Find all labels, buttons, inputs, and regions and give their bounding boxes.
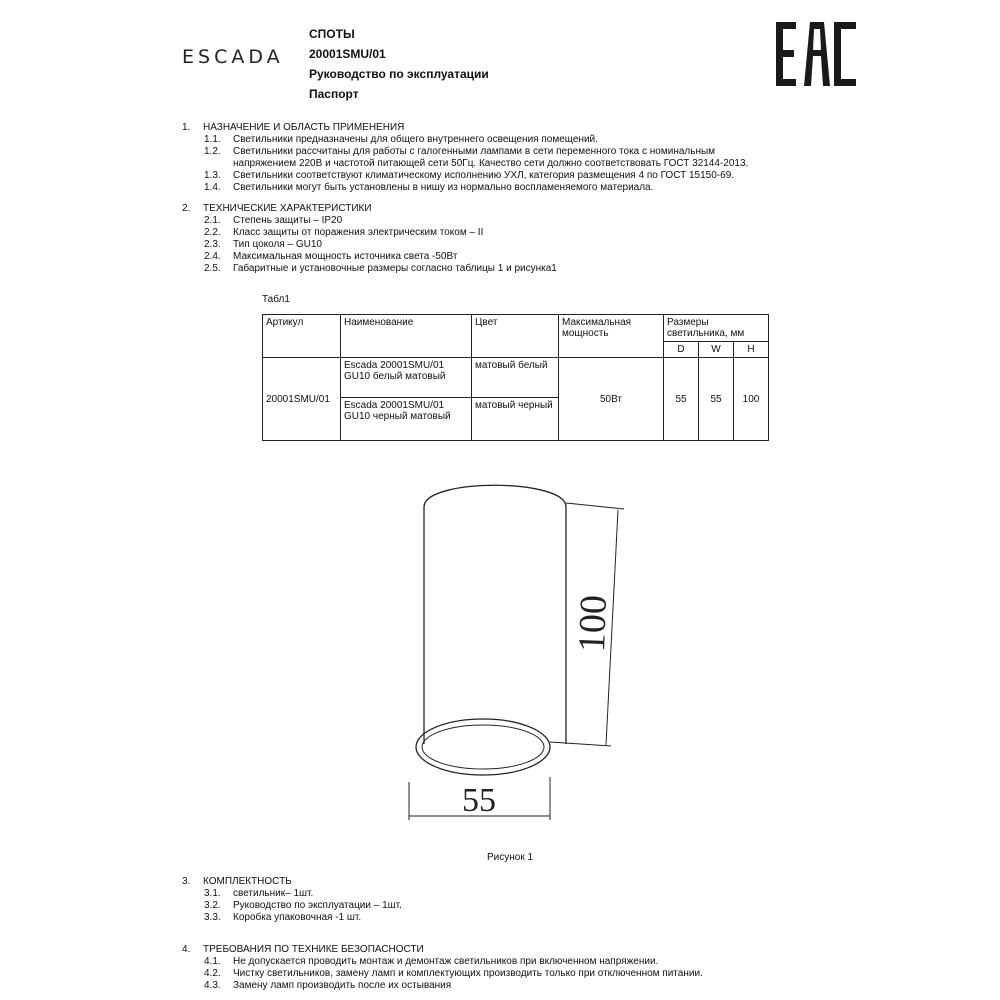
item-number: 4.1. (204, 956, 221, 967)
item-number: 3.1. (204, 888, 221, 899)
item-text: Не допускается проводить монтаж и демонтаж светильников при включенном напряжении. (233, 956, 659, 967)
color-cell: матовый белый (472, 358, 559, 398)
item-text: Светильники рассчитаны для работы с галогенными лампами в сети переменного тока с номинальным (233, 146, 716, 157)
header-line: 20001SMU/01 (309, 47, 386, 61)
header-w: W (699, 342, 734, 358)
figure-caption: Рисунок 1 (487, 852, 534, 863)
section-number: 1. (182, 122, 191, 133)
height-dimension-label: 100 (571, 594, 615, 653)
item-number: 2.4. (204, 251, 221, 262)
item-number: 2.1. (204, 215, 221, 226)
item-text: Класс защиты от поражения электрическим током – II (233, 227, 484, 238)
item-text: Руководство по эксплуатации – 1шт. (233, 900, 402, 911)
w-cell: 55 (699, 358, 734, 441)
item-number: 4.3. (204, 980, 221, 991)
item-number: 3.3. (204, 912, 221, 923)
item-text: Коробка упаковочная -1 шт. (233, 912, 362, 923)
item-number: 1.3. (204, 170, 221, 181)
item-text: Светильники соответствуют климатическому исполнению УХЛ, категория размещения 4 по ГОСТ 15150-69. (233, 170, 735, 181)
item-number: 3.2. (204, 900, 221, 911)
luminaire-opening-outer (416, 719, 550, 775)
item-text: напряжением 220В и частотой питающей сети 50Гц. Качество сети должно соответствовать ГОСТ 32144-2013. (233, 158, 749, 169)
width-dimension-label: 55 (462, 782, 496, 819)
dimension-extension-line (566, 503, 624, 509)
header-max-power: Максимальная мощность (559, 315, 664, 358)
header-line: Паспорт (309, 87, 359, 101)
item-number: 1.4. (204, 182, 221, 193)
section-title: НАЗНАЧЕНИЕ И ОБЛАСТЬ ПРИМЕНЕНИЯ (203, 122, 405, 133)
item-text: Светильники могут быть установлены в нишу из нормально воспламеняемого материала. (233, 182, 654, 193)
section-number: 2. (182, 203, 191, 214)
luminaire-dimension-drawing (380, 478, 640, 840)
document-header (309, 24, 489, 104)
item-number: 2.2. (204, 227, 221, 238)
item-text: Чистку светильников, замену ламп и комплектующих производить только при отключенном питании. (233, 968, 703, 979)
item-number: 1.2. (204, 146, 221, 157)
header-line: Руководство по эксплуатации (309, 67, 489, 81)
max-power-cell: 50Вт (559, 358, 664, 441)
item-text: светильник– 1шт. (233, 888, 314, 899)
name-cell: Escada 20001SMU/01 GU10 белый матовый (341, 358, 472, 398)
item-text: Максимальная мощность источника света -50Вт (233, 251, 458, 262)
header-line: СПОТЫ (309, 27, 355, 41)
d-cell: 55 (664, 358, 699, 441)
item-text: Габаритные и установочные размеры согласно таблицы 1 и рисунка1 (233, 263, 557, 274)
table-caption: Табл1 (262, 294, 290, 305)
section-title: КОМПЛЕКТНОСТЬ (203, 876, 292, 887)
luminaire-opening-inner (422, 725, 544, 769)
header-name: Наименование (341, 315, 472, 358)
h-cell: 100 (734, 358, 769, 441)
section-number: 3. (182, 876, 191, 887)
item-number: 2.5. (204, 263, 221, 274)
section-title: ТРЕБОВАНИЯ ПО ТЕХНИКЕ БЕЗОПАСНОСТИ (203, 944, 424, 955)
header-h: H (734, 342, 769, 358)
brand-logo: ESCADA (182, 46, 284, 68)
item-number: 4.2. (204, 968, 221, 979)
section-number: 4. (182, 944, 191, 955)
item-text: Степень защиты – IP20 (233, 215, 343, 226)
header-dimensions: Размеры светильника, мм (664, 315, 769, 342)
header-color: Цвет (472, 315, 559, 358)
dimension-extension-line (550, 742, 611, 746)
item-number: 2.3. (204, 239, 221, 250)
color-cell: матовый черный (472, 398, 559, 441)
item-number: 1.1. (204, 134, 221, 145)
item-text: Тип цоколя – GU10 (233, 239, 322, 250)
item-text: Замену ламп производить после их остывания (233, 980, 452, 991)
spec-table (262, 314, 769, 441)
header-article: Артикул (263, 315, 341, 358)
article-cell: 20001SMU/01 (263, 358, 341, 441)
item-text: Светильники предназначены для общего внутреннего освещения помещений. (233, 134, 598, 145)
header-d: D (664, 342, 699, 358)
eac-certification-mark (776, 20, 858, 90)
name-cell: Escada 20001SMU/01 GU10 черный матовый (341, 398, 472, 441)
section-title: ТЕХНИЧЕСКИЕ ХАРАКТЕРИСТИКИ (203, 203, 372, 214)
luminaire-body-outline (424, 485, 566, 744)
